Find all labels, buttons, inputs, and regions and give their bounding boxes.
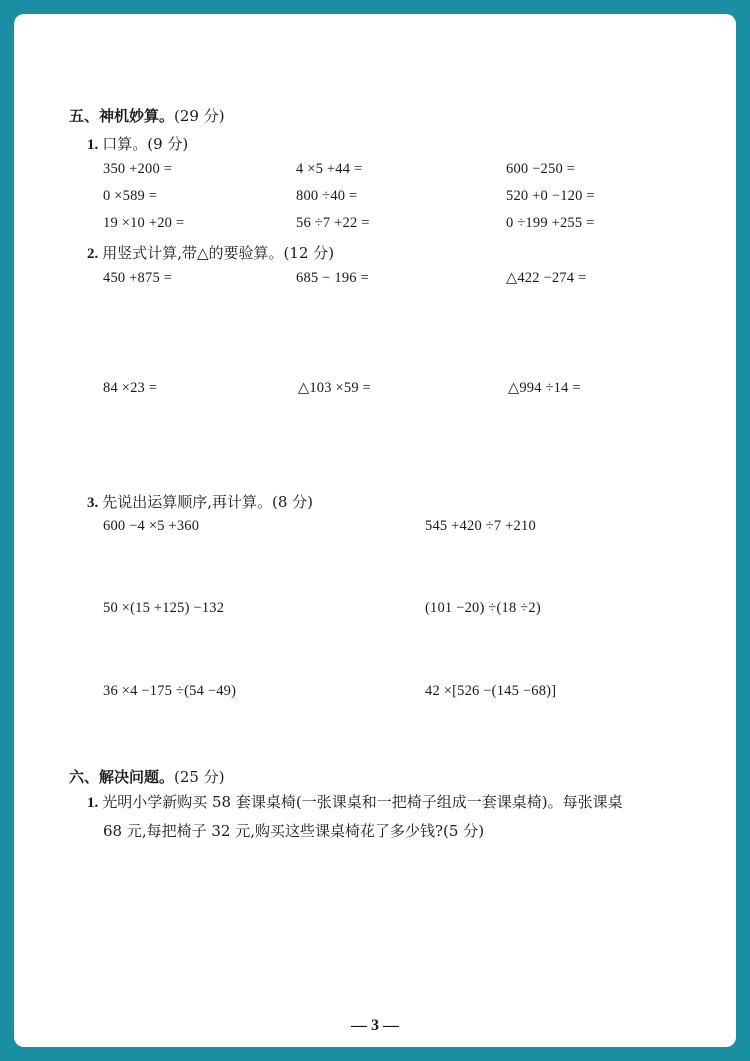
vertical-calc-1: 450 +875 =	[103, 270, 173, 286]
part-2-number: 2.	[87, 246, 99, 262]
page-number: — 3 —	[351, 1017, 399, 1034]
part-2-label: 用竖式计算,带△的要验算。(12 分)	[102, 244, 335, 262]
part-1-heading	[87, 133, 188, 154]
order-calc-3: 50 ×(15 +125) −132	[103, 600, 225, 616]
order-calc-6: 42 ×[526 −(145 −68)]	[425, 683, 557, 699]
word-problem-1-line-1	[87, 788, 623, 818]
vertical-calc-2: 685 − 196 =	[296, 270, 369, 286]
problem-1-number: 1.	[87, 795, 99, 811]
order-calc-5: 36 ×4 −175 ÷(54 −49)	[103, 683, 237, 699]
vertical-calc-6: △994 ÷14 =	[508, 380, 581, 396]
section-5-points: (29 分)	[174, 107, 225, 125]
oral-calc-6: 520 +0 −120 =	[506, 188, 595, 204]
order-calc-2: 545 +420 ÷7 +210	[425, 518, 536, 534]
word-problem-1-line-2: 68 元,每把椅子 32 元,购买这些课桌椅花了多少钱?(5 分)	[103, 822, 485, 840]
order-calc-1: 600 −4 ×5 +360	[103, 518, 200, 534]
oral-calc-9: 0 ÷199 +255 =	[506, 215, 595, 231]
vertical-calc-4: 84 ×23 =	[103, 380, 158, 396]
part-1-label: 口算。(9 分)	[102, 135, 189, 153]
section-6-title: 六、解决问题。	[69, 768, 175, 786]
part-1-number: 1.	[87, 137, 99, 153]
oral-calc-2: 4 ×5 +44 =	[296, 161, 363, 177]
vertical-calc-5: △103 ×59 =	[298, 380, 372, 396]
section-5-title: 五、神机妙算。	[69, 107, 175, 125]
vertical-calc-3: △422 −274 =	[506, 270, 587, 286]
oral-calc-3: 600 −250 =	[506, 161, 576, 177]
oral-calc-4: 0 ×589 =	[103, 188, 158, 204]
problem-1-text-1: 光明小学新购买 58 套课桌椅(一张课桌和一把椅子组成一套课桌椅)。每张课桌	[102, 793, 623, 811]
oral-calc-1: 350 +200 =	[103, 161, 173, 177]
oral-calc-7: 19 ×10 +20 =	[103, 215, 185, 231]
section-6-heading	[69, 766, 225, 787]
part-2-heading	[87, 242, 334, 263]
oral-calc-5: 800 ÷40 =	[296, 188, 358, 204]
oral-calc-8: 56 ÷7 +22 =	[296, 215, 370, 231]
part-3-number: 3.	[87, 495, 99, 511]
order-calc-4: (101 −20) ÷(18 ÷2)	[425, 600, 541, 616]
part-3-label: 先说出运算顺序,再计算。(8 分)	[102, 493, 314, 511]
section-5-heading	[69, 105, 225, 126]
part-3-heading	[87, 491, 313, 512]
section-6-points: (25 分)	[174, 768, 225, 786]
worksheet-page	[14, 14, 736, 1047]
